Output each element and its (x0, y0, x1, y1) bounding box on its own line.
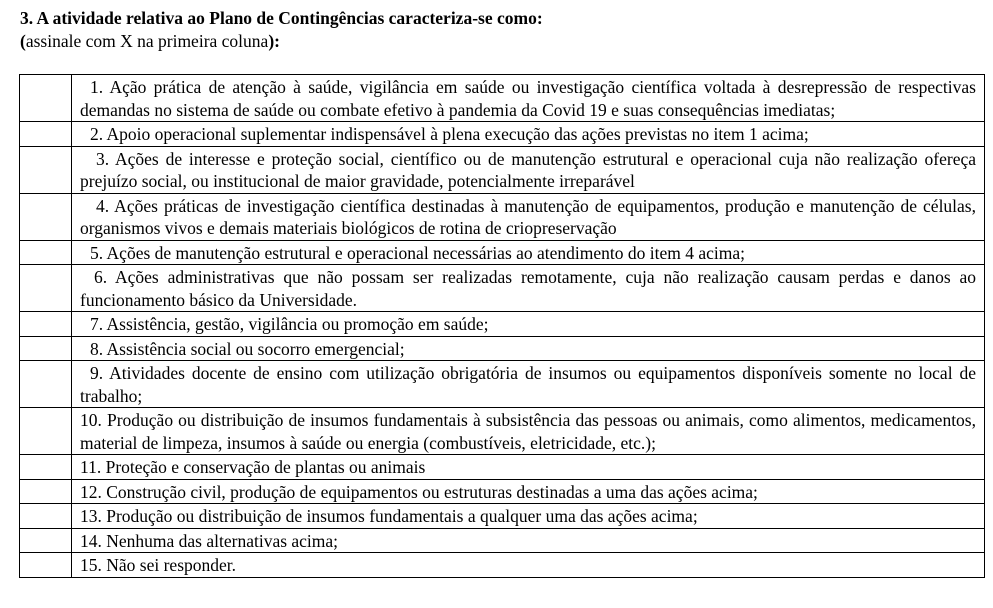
option-text-6 (72, 265, 985, 312)
option-row (20, 146, 985, 193)
option-mark-cell-9[interactable] (20, 361, 72, 408)
option-label-13: 13. Produção ou distribuição de insumos fundamentais a qualquer uma das ações acima; (80, 506, 698, 526)
option-mark-cell-15[interactable] (20, 553, 72, 578)
option-row (20, 312, 985, 337)
option-text-5 (72, 240, 985, 265)
option-row (20, 75, 985, 122)
option-row (20, 240, 985, 265)
option-mark-cell-8[interactable] (20, 336, 72, 361)
option-row (20, 408, 985, 455)
option-row (20, 361, 985, 408)
option-text-15 (72, 553, 985, 578)
question-instruction (20, 30, 980, 53)
instruction-close-paren: ): (268, 31, 280, 51)
question-title: 3. A atividade relativa ao Plano de Contingências caracteriza-se como: (20, 8, 543, 28)
option-label-12: 12. Construção civil, produção de equipamentos ou estruturas destinadas a uma das ações acima; (80, 481, 758, 502)
options-table (19, 74, 985, 578)
option-text-9 (72, 361, 985, 408)
option-label-8: 8. Assistência social ou socorro emergencial; (90, 338, 405, 359)
instruction-open-paren: ( (20, 31, 26, 51)
option-label-15: 15. Não sei responder. (80, 555, 237, 575)
option-mark-cell-7[interactable] (20, 312, 72, 337)
option-mark-cell-10[interactable] (20, 408, 72, 455)
option-mark-cell-3[interactable] (20, 146, 72, 193)
option-row (20, 553, 985, 578)
option-mark-cell-5[interactable] (20, 240, 72, 265)
option-label-14: 14. Nenhuma das alternativas acima; (80, 530, 339, 551)
option-text-11 (72, 455, 985, 480)
option-text-10 (72, 408, 985, 455)
option-label-3: 3. Ações de interesse e proteção social, científico ou de manutenção estrutural e operacional cuja não realização ofereça prejuízo social, ou institucional de maior gravidade, potencialmente irreparável (80, 148, 976, 191)
option-text-4 (72, 193, 985, 240)
option-label-4: 4. Ações práticas de investigação científica destinadas à manutenção de equipamentos, produção e manutenção de células, organismos vivos e demais materiais biológicos de rotina de criopreservação (80, 195, 976, 238)
option-row (20, 265, 985, 312)
option-row (20, 455, 985, 480)
option-label-5: 5. Ações de manutenção estrutural e operacional necessárias ao atendimento do item 4 acima; (90, 242, 746, 263)
option-mark-cell-6[interactable] (20, 265, 72, 312)
option-text-7 (72, 312, 985, 337)
option-label-10: 10. Produção ou distribuição de insumos fundamentais à subsistência das pessoas ou animais, como alimentos, medicamentos, material de limpeza, insumos à saúde ou energia (combustíveis, eletricidade, etc.); (80, 410, 976, 453)
instruction-text: assinale com X na primeira coluna (25, 31, 269, 51)
option-label-6: 6. Ações administrativas que não possam ser realizadas remotamente, cuja não realização causam perdas e danos ao funcionamento básico da Universidade. (80, 267, 976, 310)
option-text-8 (72, 336, 985, 361)
option-row (20, 193, 985, 240)
option-mark-cell-14[interactable] (20, 528, 72, 553)
option-row (20, 479, 985, 504)
option-mark-cell-13[interactable] (20, 504, 72, 529)
option-row (20, 504, 985, 529)
option-mark-cell-11[interactable] (20, 455, 72, 480)
option-text-3 (72, 146, 985, 193)
option-mark-cell-1[interactable] (20, 75, 72, 122)
option-label-2: 2. Apoio operacional suplementar indispensável à plena execução das ações previstas no item 1 acima; (90, 124, 809, 144)
option-mark-cell-2[interactable] (20, 122, 72, 147)
option-label-9: 9. Atividades docente de ensino com utilização obrigatória de insumos ou equipamentos disponíveis somente no local de trabalho; (80, 363, 976, 406)
option-text-2 (72, 122, 985, 147)
option-text-1 (72, 75, 985, 122)
option-label-11: 11. Proteção e conservação de plantas ou animais (80, 457, 426, 477)
option-mark-cell-12[interactable] (20, 479, 72, 504)
option-label-1: 1. Ação prática de atenção à saúde, vigilância em saúde ou investigação científica voltada à desrepressão de respectivas demandas no sistema de saúde ou combate efetivo à pandemia da Covid 19 e suas consequências imediatas; (80, 77, 976, 120)
option-row (20, 336, 985, 361)
option-row (20, 122, 985, 147)
option-label-7: 7. Assistência, gestão, vigilância ou promoção em saúde; (90, 314, 489, 334)
option-text-13 (72, 504, 985, 529)
option-text-14 (72, 528, 985, 553)
option-text-12 (72, 479, 985, 504)
option-mark-cell-4[interactable] (20, 193, 72, 240)
question-heading (20, 7, 980, 53)
option-row (20, 528, 985, 553)
